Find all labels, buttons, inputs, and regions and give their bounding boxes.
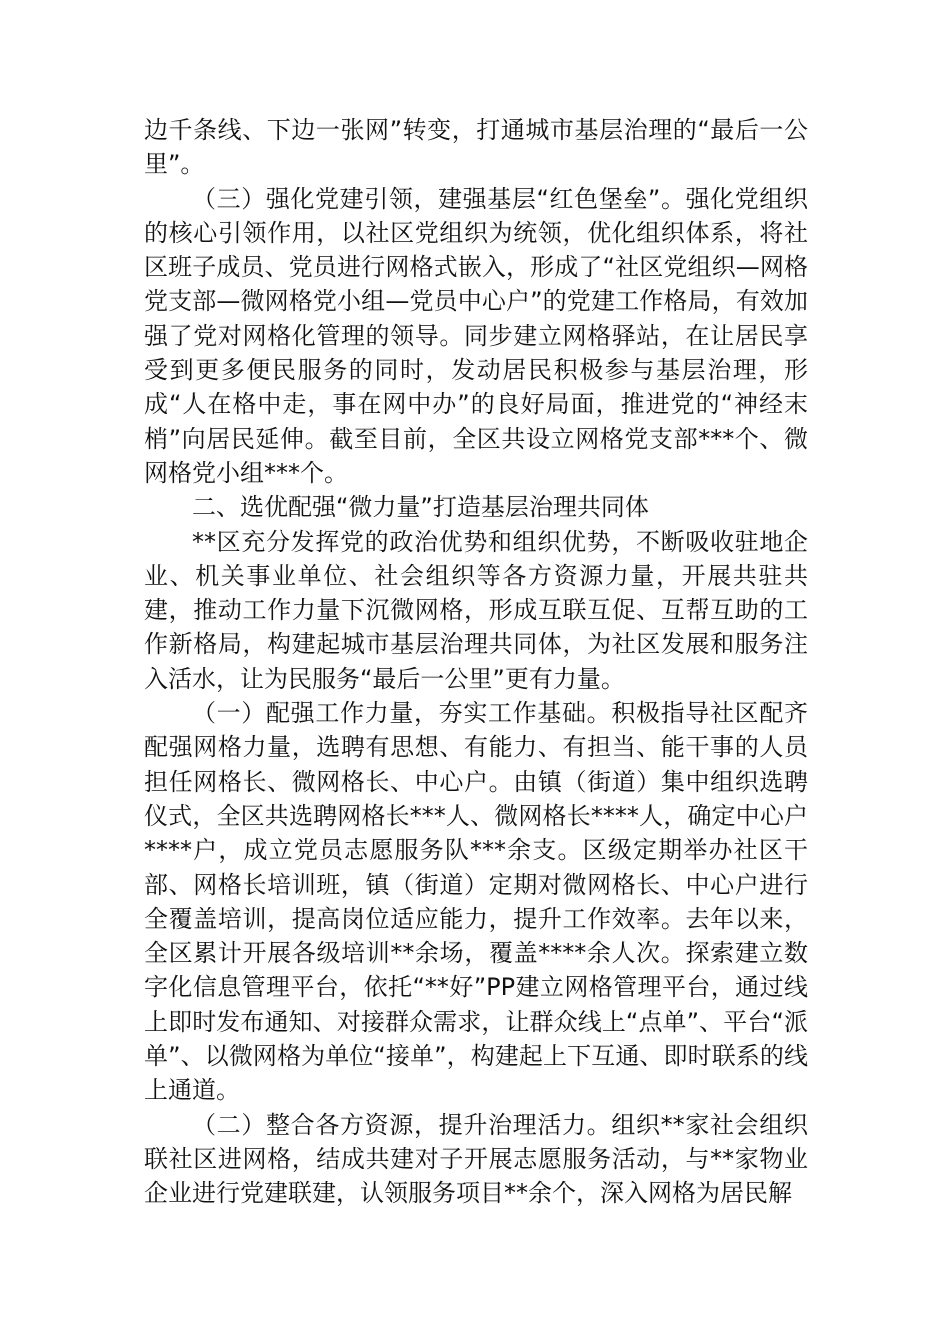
- paragraph-intro: **区充分发挥党的政治优势和组织优势，不断吸收驻地企业、机关事业单位、社会组织等各方资源力量，开展共驻共建，推动工作力量下沉微网格，形成互联互促、互帮互助的工作新格局，构建起城市基层治理共同体，为社区发展和服务注入活水，让为民服务“最后一公里”更有力量。: [144, 527, 808, 693]
- paragraph-subsection-2: （二）整合各方资源，提升治理活力。组织**家社会组织联社区进网格，结成共建对子开展志愿服务活动，与**家物业企业进行党建联建，认领服务项目**余个，深入网格为居民解: [144, 1110, 808, 1208]
- document-body: [144, 113, 808, 1211]
- paragraph-subsection-1: （一）配强工作力量，夯实工作基础。积极指导社区配齐配强网格力量，选聘有思想、有能力、有担当、能干事的人员担任网格长、微网格长、中心户。由镇（街道）集中组织选聘仪式，全区共选聘网格长***人、微网格长****人，确定中心户****户，成立党员志愿服务队***余支。区级定期举办社区干部、网格长培训班，镇（街道）定期对微网格长、中心户进行全覆盖培训，提高岗位适应能力，提升工作效率。去年以来，全区累计开展各级培训**余场，覆盖****余人次。探索建立数字化信息管理平台，依托“**好”PP建立网格管理平台，通过线上即时发布通知、对接群众需求，让群众线上“点单”、平台“派单”、以微网格为单位“接单”，构建起上下互通、即时联系的线上通道。: [144, 699, 808, 1105]
- paragraph-continued: 边千条线、下边一张网”转变，打通城市基层治理的“最后一公里”。: [144, 116, 808, 179]
- paragraph-section-3: （三）强化党建引领，建强基层“红色堡垒”。强化党组织的核心引领作用，以社区党组织为统领，优化组织体系，将社区班子成员、党员进行网格式嵌入，形成了“社区党组织—网格党支部—微网格党小组—党员中心户”的党建工作格局，有效加强了党对网格化管理的领导。同步建立网格驿站，在让居民享受到更多便民服务的同时，发动居民积极参与基层治理，形成“人在格中走，事在网中办”的良好局面，推进党的“神经末梢”向居民延伸。截至目前，全区共设立网格党支部***个、微网格党小组***个。: [144, 184, 808, 487]
- section-heading-2: 二、选优配强“微力量”打造基层治理共同体: [192, 493, 649, 522]
